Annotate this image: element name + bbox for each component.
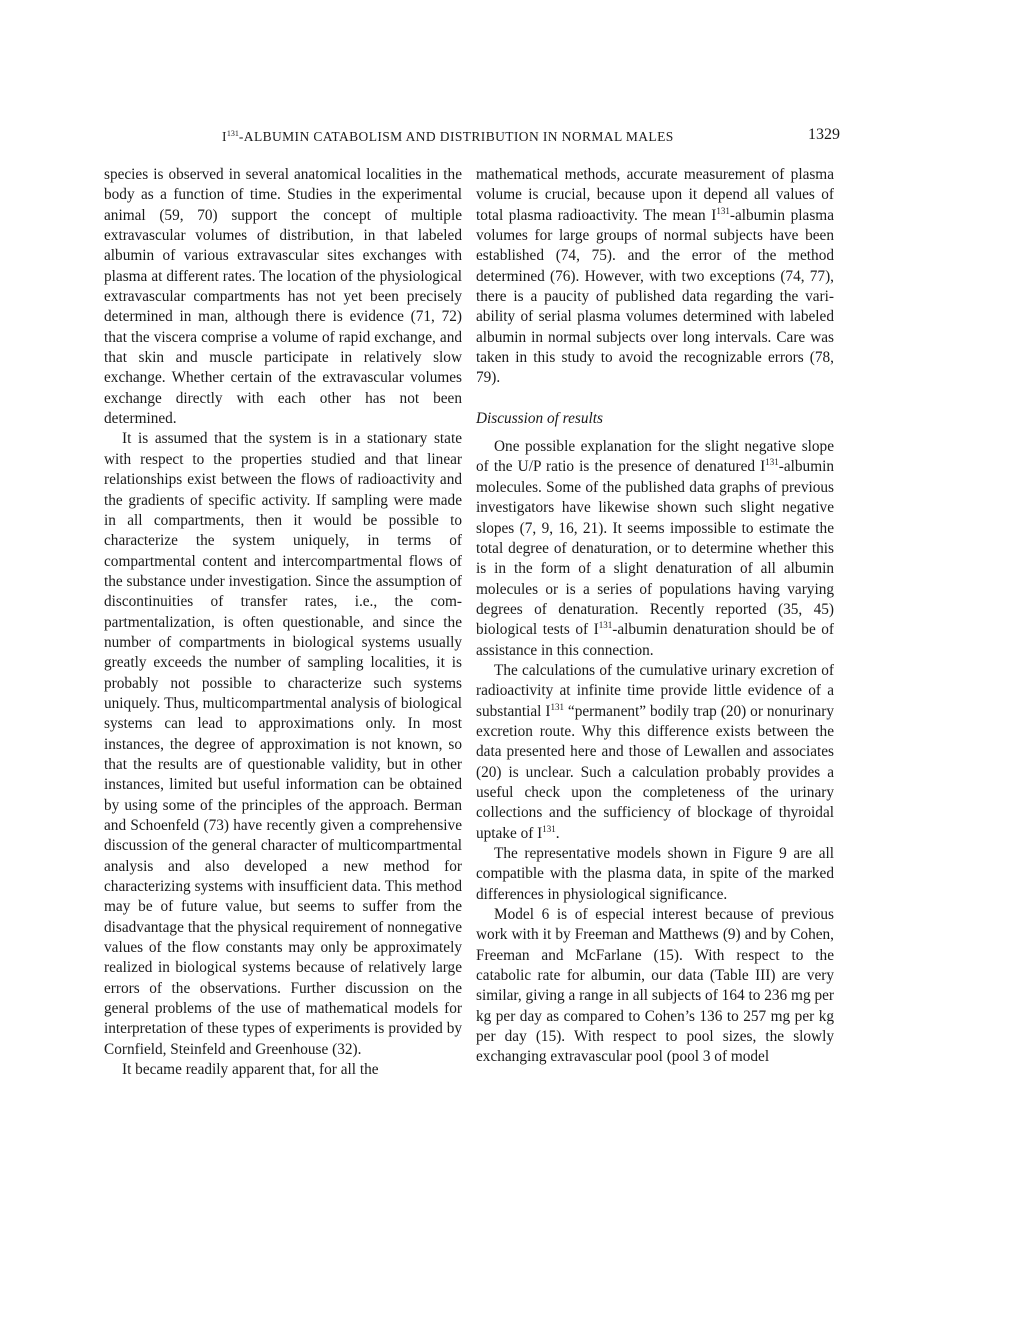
superscript: 131 xyxy=(765,457,779,468)
paragraph: It became readily apparent that, for all the xyxy=(122,1061,379,1079)
superscript: 131 xyxy=(598,620,613,631)
section-heading: Discussion of results xyxy=(476,409,603,427)
paragraph: It is assumed that the system is in a stationary state with respect to the properties studied and that linear relationships exist between the flows of radioactivity and the gradients of specific activity. If sampling were made in all compartments, then it would be possible to characterize the system uniquely, in terms of compartmental content and intercompartmental flows of the substance under investigation. Since the assumption of discontinuities of transfer rates, i.e., the compartmentalization, is often questionable, and since the number of compartments in biological systems usually greatly exceeds the number of sampling localities, it is probably not possible to characterize such systems uniquely. Thus, multicompartmental analysis of biological systems can lead to approximations only. In most instances, the degree of approximation is not known, so that the results are of questionable validity, but in other instances, limited but useful information can be obtained by using some of the principles of the approach. Berman and Schoenfeld (73) have recently given a comprehensive discussion of the general character of multicompartmental analysis and also developed a new method for characterizing systems with insufficient data. This method may be of future value, but seems to suffer from the disadvantage that the physical requirement of nonnegative values of the flow constants may only be approximately realized in biological systems because of relatively large errors of the observations. Further discussion on the general problems of the use of mathematical models for interpretation of these types of experiments is provided by Cornfield, Steinfeld and Greenhouse (32). xyxy=(104,430,462,1058)
running-head-title: -ALBUMIN CATABOLISM AND DISTRIBUTION IN NORMAL MALES xyxy=(238,129,674,144)
right-column xyxy=(476,165,834,1068)
text-run: The calculations of the cumulative urinary excretion of radioactivity at infinite time provide little evidence of a substantial I xyxy=(476,661,834,720)
text-run: “permanent” bodily trap (20) or nonurinary excretion route. Why this difference exists between the data presented here and those of Lewallen and associates (20) is unclear. Such a calculation probably provides a useful check upon the completeness of the urinary collections and the sufficiency of blockage of thyroidal uptake of I xyxy=(476,702,834,842)
text-run: One possible explanation for the slight negative slope of the U/P ratio is the presence of denatured I xyxy=(476,438,834,476)
left-column xyxy=(104,165,462,1080)
text-run: mathematical methods, accurate measurement of plasma volume is crucial, because upon it depend all values of total plasma radioactivity. The mean I xyxy=(476,166,834,224)
superscript: 131 xyxy=(550,701,564,712)
paragraph xyxy=(476,437,834,661)
paragraph: species is observed in several anatomical localities in the body as a function of time. Studies in the experimental animal (59, 70) support the concept of multiple extravascular volumes of distribution, in that labeled albumin of various extravascular sites exchanges with plasma at different rates. The location of the physiological extravascular compartments has not yet been precisely determined in man, although there is evidence (71, 72) that the viscera comprise a volume of rapid exchange, and that skin and muscle participate in relatively slow exchange. Whether certain of the extravascular volumes exchange directly with each other has not been determined. xyxy=(104,166,462,428)
text-run: -albumin molecules. Some of the published data graphs of previous investigators have likewise shown such slight negative slopes (7, 9, 16, 21). It seems impossible to estimate the total degree of denaturation, or to determine whether this is in the form of a slight denaturation of all albumin molecules or is a series of populations having varying degrees of denaturation. Recently reported (35, 45) biological tests of I xyxy=(476,458,834,639)
text-run: -albumin plasma volumes for large groups of normal subjects have been established (74, 75). and the error of the method determined (76). However, with two exceptions (74, 77), there is a paucity of published data regarding the variability of serial plasma volumes determined with labeled albumin in normal subjects over long intervals. Care was taken in this study to avoid the recognizable errors (78, 79). xyxy=(476,206,834,387)
page-number: 1329 xyxy=(808,126,840,143)
paragraph xyxy=(476,165,834,389)
superscript: 131 xyxy=(716,205,730,216)
paragraph: The representative models shown in Figure 9 are all compatible with the plasma data, in spite of the marked differences in physiological significance. xyxy=(476,845,834,903)
running-head xyxy=(222,129,802,145)
running-head-prefix: I xyxy=(222,129,227,144)
paragraph: Model 6 is of especial interest because of previous work with it by Freeman and Matthews (9) and by Cohen, Freeman and McFarlane (15). With respect to the catabolic rate for albumin, our data (Table III) are very similar, giving a range in all subjects of 164 to 236 mg per kg per day as compared to Cohen’s 136 to 257 mg per kg per day (15). With respect to pool sizes, the slowly exchanging extravascular pool (pool 3 of model xyxy=(476,906,834,1066)
text-run: -albumin denaturation should be of assistance in this connection. xyxy=(476,621,834,659)
text-run: . xyxy=(555,824,560,842)
paragraph xyxy=(476,661,834,844)
running-head-superscript: 131 xyxy=(226,129,239,138)
superscript: 131 xyxy=(542,823,556,834)
